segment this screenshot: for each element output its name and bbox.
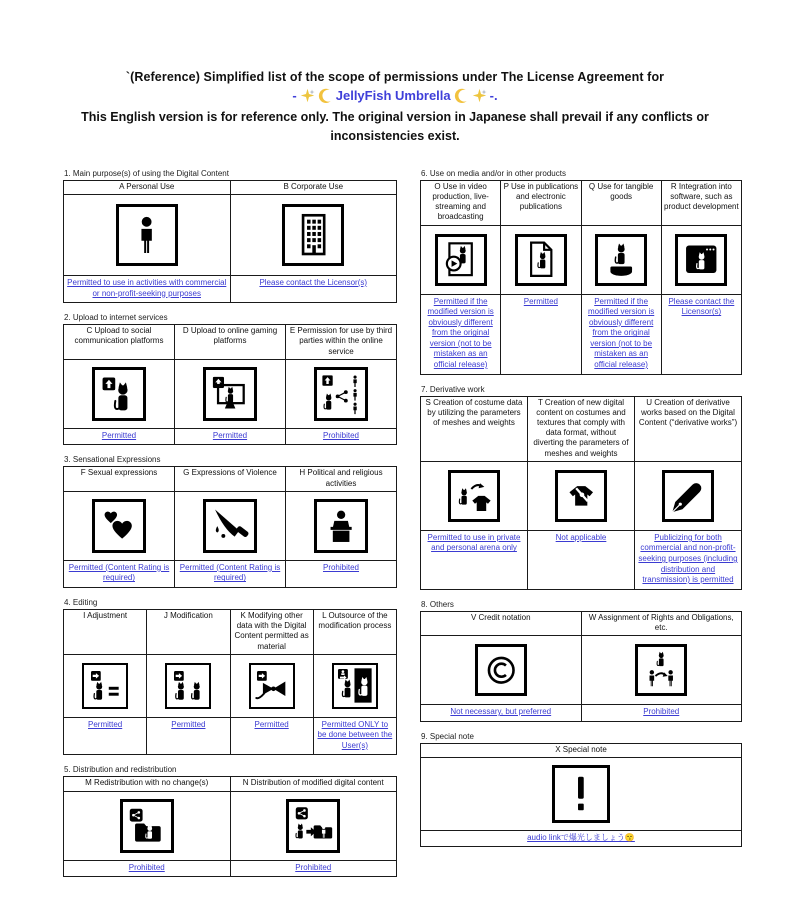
result-cell (313, 717, 396, 755)
result-link[interactable]: Permitted ONLY to be done between the User(s) (317, 719, 393, 750)
brand-dash-left: - (292, 88, 297, 103)
icon-cell (175, 359, 286, 428)
result-cell (286, 560, 397, 587)
outsource-invert-icon (332, 663, 378, 709)
table-others (420, 611, 742, 722)
special-note-link[interactable]: audio linkで爆光しましょう😙 (527, 832, 635, 842)
result-cell (230, 860, 397, 877)
header-cell: T Creation of new digital content on costumes and textures that comply with data format, without diverting the parameters of meshes and weights (528, 396, 635, 461)
person-icon (116, 204, 178, 266)
result-cell (421, 830, 742, 847)
header-cell: D Upload to online gaming platforms (175, 325, 286, 360)
document-title: `(Reference) Simplified list of the scope of permissions under The License Agreement for (125, 70, 665, 84)
section-label: 3. Sensational Expressions (64, 455, 161, 465)
icon-cell (421, 636, 582, 705)
arrow-two-cats-icon (165, 663, 211, 709)
result-cell (64, 717, 147, 755)
section-derivative (420, 385, 742, 590)
sparkles-emoji (472, 88, 487, 103)
icon-cell (661, 225, 741, 294)
section-others (420, 600, 742, 722)
result-cell (581, 294, 661, 374)
header-cell: U Creation of derivative works based on the Digital Content (“derivative works”) (635, 396, 742, 461)
icon-cell (64, 491, 175, 560)
section-label: 4. Editing (64, 597, 98, 607)
cat-two-users-arrow-icon (635, 644, 687, 696)
table-upload (63, 324, 397, 445)
title-block (0, 0, 790, 147)
section-distribution (63, 765, 397, 877)
table-editing (63, 609, 397, 756)
result-cell (175, 560, 286, 587)
share-cat-arrow-folder-icon (286, 799, 340, 853)
header-cell: J Modification (147, 609, 230, 654)
result-cell (635, 530, 742, 589)
document-cat-icon (515, 234, 567, 286)
result-cell (421, 530, 528, 589)
header-cell: P Use in publications and electronic publications (501, 180, 581, 225)
header-cell: I Adjustment (64, 609, 147, 654)
icon-cell (581, 225, 661, 294)
icon-cell (230, 791, 397, 860)
header-cell: F Sexual expressions (64, 467, 175, 491)
result-link[interactable]: Permitted if the modified version is obviously different from the original version (not to be mistaken as an official release) (588, 296, 655, 369)
section-media-use (420, 169, 742, 375)
header-cell: Q Use for tangible goods (581, 180, 661, 225)
podium-speaker-icon (314, 499, 368, 553)
section-label: 6. Use on media and/or in other products (421, 168, 566, 178)
result-cell (528, 530, 635, 589)
section-label: 7. Derivative work (421, 384, 485, 394)
table-sensational (63, 466, 397, 588)
result-link[interactable]: Permitted (Content Rating is required) (68, 562, 170, 583)
result-link[interactable]: Not applicable (555, 532, 607, 542)
header-cell: L Outsource of the modification process (313, 609, 396, 654)
icon-cell (64, 654, 147, 717)
exclamation-icon (552, 765, 610, 823)
result-link[interactable]: Please contact the Licensor(s) (259, 277, 368, 287)
result-link[interactable]: Prohibited (322, 562, 360, 572)
shirt-ribbon-icon (555, 470, 607, 522)
icon-cell (64, 359, 175, 428)
fountain-pen-icon (662, 470, 714, 522)
table-distribution (63, 776, 397, 877)
icon-cell (64, 194, 231, 275)
result-cell (64, 860, 231, 877)
result-link[interactable]: Permitted (212, 430, 248, 440)
result-link[interactable]: Prohibited (643, 707, 680, 717)
header-cell: C Upload to social communication platforms (64, 325, 175, 360)
sparkles-emoji (300, 88, 315, 103)
result-link[interactable]: Permitted to use in activities with commercial or non-profit-seeking purposes (67, 277, 227, 298)
upload-monitor-cat-icon (203, 367, 257, 421)
header-cell: H Political and religious activities (286, 467, 397, 491)
header-cell: A Personal Use (64, 180, 231, 194)
right-column (420, 169, 742, 858)
share-folder-cat-icon (120, 799, 174, 853)
section-label: 8. Others (421, 599, 454, 609)
table-main-purpose (63, 180, 397, 303)
header-cell: S Creation of costume data by utilizing the parameters of meshes and weights (421, 396, 528, 461)
result-link[interactable]: Permitted if the modified version is obviously different from the original version (not to be mistaken as an official release) (427, 296, 494, 369)
icon-cell (230, 654, 313, 717)
result-cell (581, 705, 742, 722)
result-link[interactable]: Permitted (101, 430, 137, 440)
result-cell (421, 294, 501, 374)
icon-cell (64, 791, 231, 860)
section-label: 1. Main purpose(s) of using the Digital Content (64, 168, 229, 178)
icon-cell (528, 461, 635, 530)
icon-cell (421, 225, 501, 294)
section-label: 2. Upload to internet services (64, 313, 168, 323)
icon-cell (147, 654, 230, 717)
result-link[interactable]: Prohibited (295, 862, 332, 872)
left-column (63, 169, 397, 888)
icon-cell (581, 636, 742, 705)
content-columns (63, 169, 790, 888)
brand-dash-right: -. (489, 88, 498, 103)
table-media-use (420, 180, 742, 375)
header-cell: R Integration into software, such as product development (661, 180, 741, 225)
table-special-note (420, 743, 742, 848)
result-cell (230, 275, 397, 302)
brand-title (0, 88, 790, 103)
crescent-moon-icon (454, 88, 469, 103)
icon-cell (313, 654, 396, 717)
cat-arrow-shirt-icon (448, 470, 500, 522)
result-cell (175, 428, 286, 445)
building-icon (282, 204, 344, 266)
result-cell (230, 717, 313, 755)
result-cell (147, 717, 230, 755)
knife-blood-icon (203, 499, 257, 553)
upload-cat-icon (92, 367, 146, 421)
arrow-ribbon-icon (249, 663, 295, 709)
crescent-moon-icon (318, 88, 333, 103)
result-cell (286, 428, 397, 445)
result-link[interactable]: Please contact the Licensor(s) (668, 296, 735, 317)
icon-cell (421, 757, 742, 830)
result-link[interactable]: Permitted (88, 719, 123, 729)
header-cell: N Distribution of modified digital content (230, 777, 397, 791)
icon-cell (286, 359, 397, 428)
icon-cell (421, 461, 528, 530)
arrow-cat-equals-icon (82, 663, 128, 709)
header-cell: W Assignment of Rights and Obligations, etc. (581, 611, 742, 635)
header-cell: O Use in video production, live-streaming and broadcasting (421, 180, 501, 225)
section-label: 5. Distribution and redistribution (64, 765, 177, 775)
result-cell (64, 275, 231, 302)
result-cell (64, 560, 175, 587)
section-special-note (420, 732, 742, 848)
cat-figurine-icon (595, 234, 647, 286)
icon-cell (501, 225, 581, 294)
result-link[interactable]: Permitted (254, 719, 289, 729)
result-link[interactable]: Prohibited (322, 430, 360, 440)
result-link[interactable]: Permitted to use in private and personal arena only (427, 532, 521, 553)
result-link[interactable]: Permitted (171, 719, 206, 729)
result-link[interactable]: Prohibited (128, 862, 165, 872)
icon-cell (230, 194, 397, 275)
result-link[interactable]: Permitted (523, 296, 558, 306)
result-link[interactable]: Publicizing for both commercial and non-profit-seeking purposes (including distribution and transmission) is permitted (638, 532, 738, 585)
header-cell: X Special note (421, 743, 742, 757)
section-main-purpose (63, 169, 397, 303)
brand-name: JellyFish Umbrella (335, 88, 451, 103)
icon-cell (286, 491, 397, 560)
software-window-cat-icon (675, 234, 727, 286)
result-cell (501, 294, 581, 374)
upload-share-users-icon (314, 367, 368, 421)
section-editing (63, 598, 397, 756)
result-link[interactable]: Not necessary, but preferred (450, 707, 552, 717)
header-cell: M Redistribution with no change(s) (64, 777, 231, 791)
result-cell (421, 705, 582, 722)
section-label: 9. Special note (421, 731, 474, 741)
header-cell: E Permission for use by third parties within the online service (286, 325, 397, 360)
icon-cell (635, 461, 742, 530)
table-derivative (420, 396, 742, 590)
header-cell: K Modifying other data with the Digital Content permitted as material (230, 609, 313, 654)
hearts-icon (92, 499, 146, 553)
result-link[interactable]: Permitted (Content Rating is required) (179, 562, 281, 583)
copyright-icon (475, 644, 527, 696)
result-cell (661, 294, 741, 374)
header-cell: G Expressions of Violence (175, 467, 286, 491)
header-cell: B Corporate Use (230, 180, 397, 194)
disclaimer-text: This English version is for reference only. The original version in Japanese shall prevail if any conflicts or inconsistencies exist. (81, 110, 709, 144)
result-cell (64, 428, 175, 445)
video-play-cat-icon (435, 234, 487, 286)
header-cell: V Credit notation (421, 611, 582, 635)
section-upload (63, 313, 397, 445)
section-sensational (63, 455, 397, 588)
icon-cell (175, 491, 286, 560)
